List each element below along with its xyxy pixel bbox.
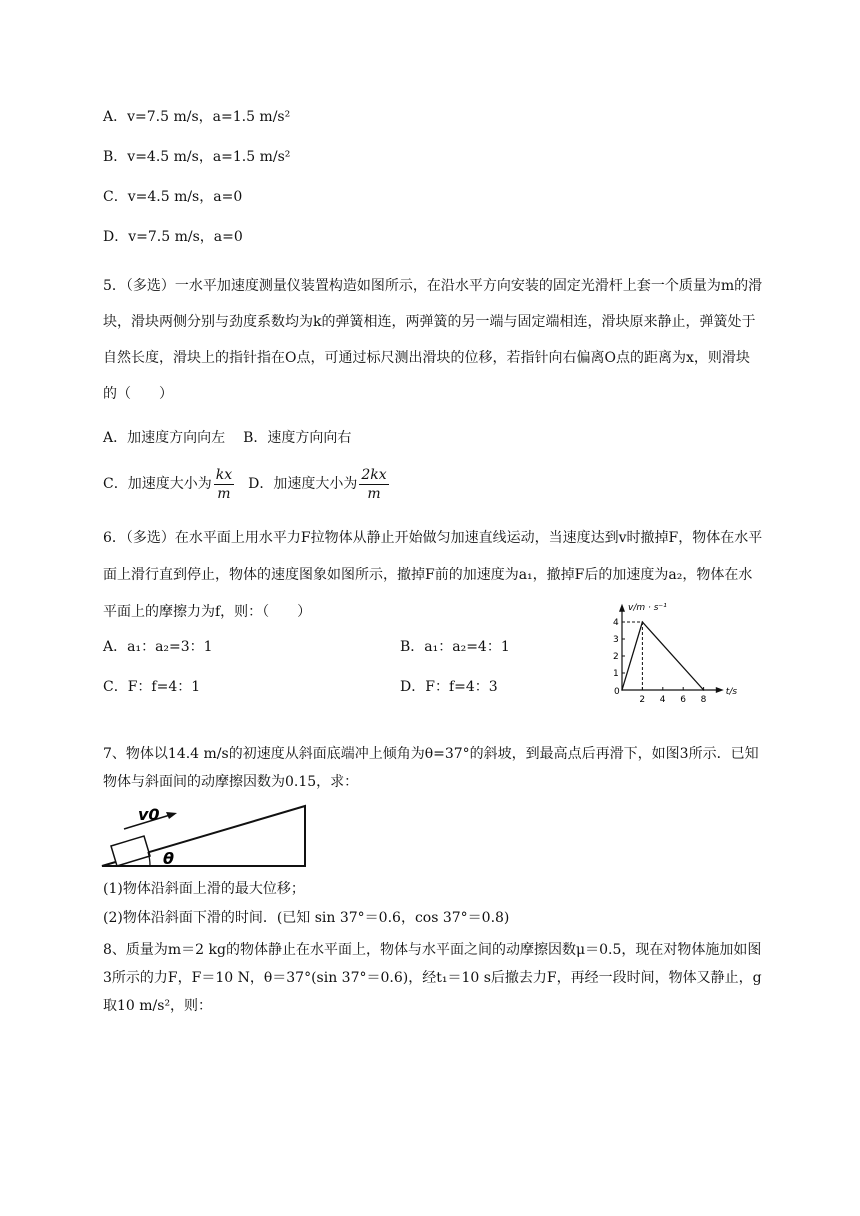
y-tick-label: 3 xyxy=(613,635,619,645)
data-point xyxy=(642,621,644,623)
x-tick-label: 2 xyxy=(639,695,646,705)
q7-sub1: (1)物体沿斜面上滑的最大位移； xyxy=(103,881,305,897)
velocity-series-line xyxy=(622,622,704,690)
q5-options-cd xyxy=(103,464,389,504)
q7-stem: 7、物体以14.4 m/s的初速度从斜面底端冲上倾角为θ=37°的斜坡，到最高点后再滑下，如图3所示．已知物体与斜面间的动摩擦因数为0.15，求： xyxy=(103,746,759,790)
x-tick-label: 8 xyxy=(700,695,707,705)
velocity-time-chart xyxy=(600,598,770,708)
q5-stem: 5．（多选）一水平加速度测量仪装置构造如图所示，在沿水平方向安装的固定光滑杆上套一个质量为m的滑块，滑块两侧分别与劲度系数均为k的弹簧相连，两弹簧的另一端与固定端相连，滑块原来静止，弹簧处于自然长度，滑块上的指针指在O点，可通过标尺测出滑块的位移，若指针向右偏离O点的距离为x，则滑块的（ ） xyxy=(103,278,763,402)
q6-option-a: A．a₁：a₂=3：1 xyxy=(103,639,213,655)
q8-stem: 8、质量为m＝2 kg的物体静止在水平面上，物体与水平面之间的动摩擦因数μ＝0.5，现在对物体施加如图3所示的力F，F＝10 N，θ＝37°(sin 37°＝0.6)，经t₁＝10 s后撤去力F，再经一段时间，物体又静止，g取10 m/s²，则： xyxy=(103,942,762,1014)
velocity-arrow-head xyxy=(166,812,177,819)
sliding-block xyxy=(111,836,150,866)
y-axis-arrow xyxy=(619,604,625,612)
y-tick-label: 1 xyxy=(613,669,619,679)
y-tick-label: 4 xyxy=(613,618,619,628)
q6-option-c: C．F：f=4：1 xyxy=(103,679,201,695)
incline-figure xyxy=(100,800,315,872)
q6-option-d: D．F：f=4：3 xyxy=(400,679,498,695)
q5-options-ab xyxy=(103,428,351,448)
q5-option-b: B．速度方向向右 xyxy=(243,430,352,446)
x-tick-label: 4 xyxy=(659,695,666,705)
y-axis-label: v/m · s⁻¹ xyxy=(628,602,667,613)
q5-option-d-label: D．加速度大小为 xyxy=(248,476,358,492)
x-axis-label: t/s xyxy=(725,687,738,697)
x-tick-label: 6 xyxy=(680,695,686,705)
q4-option-c: C．v=4.5 m/s，a=0 xyxy=(103,189,243,205)
q5-option-d-fraction: $\frac{2kx}{m}$ xyxy=(361,466,387,502)
q5-option-c-fraction: $\frac{kx}{m}$ xyxy=(215,466,233,502)
q6-stem: 6．（多选）在水平面上用水平力F拉物体从静止开始做匀加速直线运动，当速度达到v时撤掉F，物体在水平面上滑行直到停止，物体的速度图象如图所示，撤掉F前的加速度为a₁，撤掉F后的加速度为a₂，物体在水平面上的摩擦力为f，则：（ ） xyxy=(103,530,763,620)
q5-option-a: A．加速度方向向左 xyxy=(103,430,226,446)
q7-sub2: (2)物体沿斜面下滑的时间．(已知 sin 37°＝0.6，cos 37°＝0.8) xyxy=(103,910,510,926)
q4-option-b: B．v=4.5 m/s，a=1.5 m/s² xyxy=(103,149,291,165)
q4-option-a: A．v=7.5 m/s，a=1.5 m/s² xyxy=(103,109,291,125)
x-axis-arrow xyxy=(716,687,724,693)
data-point xyxy=(621,689,623,691)
v0-label: v0 xyxy=(138,805,160,824)
data-point xyxy=(703,689,705,691)
q6-option-b: B．a₁：a₂=4：1 xyxy=(400,639,510,655)
y-tick-label: 2 xyxy=(613,652,619,662)
q4-option-d: D．v=7.5 m/s，a=0 xyxy=(103,229,243,245)
x-tick-label: 0 xyxy=(614,687,620,697)
q5-option-c-label: C．加速度大小为 xyxy=(103,476,212,492)
theta-label: θ xyxy=(163,849,174,868)
